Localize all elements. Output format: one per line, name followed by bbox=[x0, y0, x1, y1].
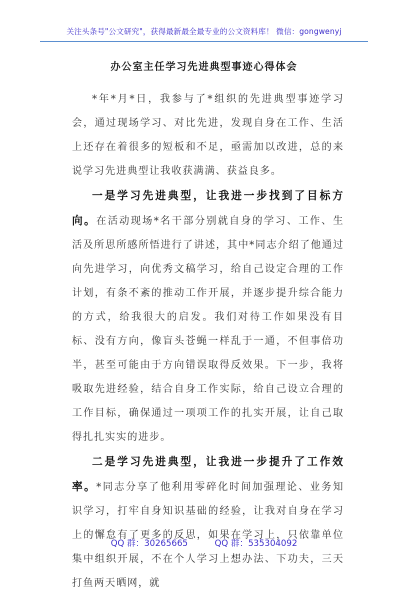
document-body bbox=[72, 88, 344, 596]
header-divider bbox=[40, 41, 368, 42]
section-text-2: *同志分享了他利用零碎化时间加强理论、业务知识学习，打牢自身知识基础的经验，让我对自身在学习上的懈怠有了更多的反思，如果在学习上，只依靠单位集中组织开展，不在个人学习上想办法、下功夫，三天打鱼两天晒网，就 bbox=[72, 482, 344, 589]
footer-qq-group-2: QQ 群：535304092 bbox=[214, 539, 298, 549]
section-lead-1: 一是学习先进典型，让我进一步找到了目标方向。 bbox=[72, 190, 344, 227]
header-notice: 关注头条号"公文研究"，获得最新最全最专业的公文资料库！ 微信：gongwenyj bbox=[66, 27, 342, 36]
section-paragraph-2 bbox=[72, 450, 344, 596]
document-title: 办公室主任学习先进典型事迹心得体会 bbox=[110, 62, 298, 73]
footer-contacts bbox=[0, 537, 408, 549]
section-text-1: 在活动现场*名干部分别就自身的学习、工作、生活及所思所感所悟进行了讲述，其中*同志介绍了他通过向先进学习，向优秀文稿学习，给自己设定合理的工作计划，有条不紊的推动工作开展，并逐步提升综合能力的方式，给我很大的启发。我们对待工作如果没有目标、没有方向，像盲头苍蝇一样乱于一通，不但事倍功半，甚至可能由于方向错误取得反效果。下一步，我将吸取先进经验，结合自身工作实际，给自己设立合理的工作目标，确保通过一项项工作的扎实开展，让自己取得扎扎实实的进步。 bbox=[72, 216, 344, 443]
footer-qq-group-1: QQ 群：30265665 bbox=[110, 539, 188, 549]
section-lead-2: 二是学习先进典型，让我进一步提升了工作效率。 bbox=[72, 456, 344, 493]
intro-paragraph: *年*月*日，我参与了*组织的先进典型事迹学习会，通过现场学习、对比先进，发现自身在工作、生活上还存在着很多的短板和不足，亟需加以改进，总的来说学习先进典型让我收获满满、获益良多。 bbox=[72, 94, 344, 177]
section-paragraph-1 bbox=[72, 184, 344, 450]
